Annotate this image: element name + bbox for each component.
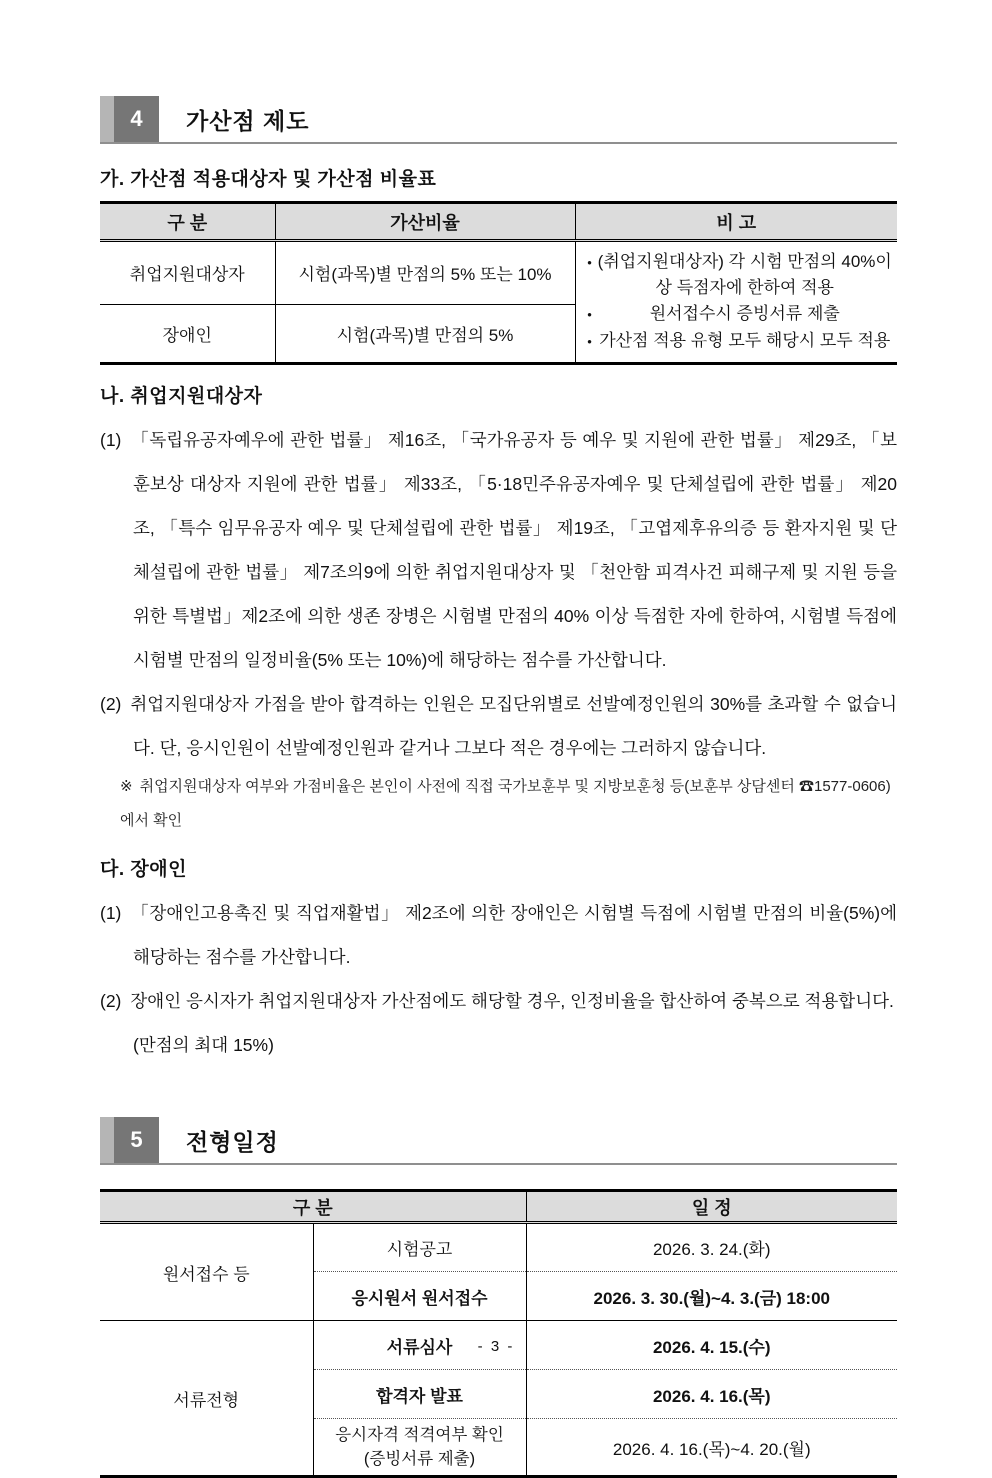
subsection-c: [100, 854, 897, 1067]
remark-item: • 원서접수시 증빙서류 제출: [583, 301, 894, 328]
table-header-row: [100, 1191, 897, 1223]
table-row: [100, 241, 897, 305]
badge-accent-strip: [100, 96, 114, 142]
cell-step: 응시원서 원서접수: [313, 1272, 526, 1321]
bullet-icon: •: [587, 334, 592, 349]
bullet-icon: •: [587, 255, 592, 270]
remark-item: • (취업지원대상자) 각 시험 만점의 40%이상 득점자에 한하여 적용: [583, 249, 894, 301]
section-title: 가산점 제도: [186, 107, 310, 134]
col-header-remarks: 비 고: [575, 203, 897, 241]
section-title: 전형일정: [186, 1128, 279, 1155]
section-number: 5: [114, 1117, 159, 1163]
section-5-header: [100, 1117, 897, 1165]
col-header-category: 구 분: [100, 1191, 526, 1223]
bonus-ratio-table: [100, 201, 897, 365]
paragraph: (1) 「독립유공자예우에 관한 법률」 제16조, 「국가유공자 등 예우 및 지원에 관한 법률」 제29조, 「보훈보상 대상자 지원에 관한 법률」 제33조, 「5·18민주유공자예우 및 단체설립에 관한 법률」 제20조, 「특수 임무유공자 예우 및 단체설립에 관한 법률」 제19조, 「고엽제후유의증 등 환자지원 및 단체설립에 관한 법률」 제7조의9에 의한 취업지원대상자 및 「천안함 피격사건 피해구제 및 지원 등을 위한 특별법」제2조에 의한 생존 장병은 시험별 만점의 40% 이상 득점한 자에 한하여, 시험별 득점에 시험별 만점의 일정비율(5% 또는 10%)에 해당하는 점수를 가산합니다.: [100, 430, 897, 670]
cell-group: 서류전형: [100, 1321, 313, 1477]
cell-step: 서류심사: [313, 1321, 526, 1370]
section-4-header: [100, 96, 897, 144]
paragraph-continuation: (만점의 최대 15%): [133, 1035, 274, 1055]
list-marker: (2): [100, 694, 122, 714]
section-number-badge: [100, 96, 159, 142]
cell-step: 합격자 발표: [313, 1370, 526, 1419]
section-bonus-point-system: [100, 96, 897, 1067]
col-header-category: 구 분: [100, 203, 275, 241]
section-number-badge: [100, 1117, 159, 1163]
badge-accent-strip: [100, 1117, 114, 1163]
section-number: 4: [114, 96, 159, 142]
cell-date: 2026. 4. 16.(목): [526, 1370, 897, 1419]
list-marker: (2): [100, 991, 122, 1011]
list-marker: (1): [100, 903, 122, 923]
subsection-b: [100, 381, 897, 838]
schedule-table: [100, 1189, 897, 1478]
cell-step: 시험공고: [313, 1223, 526, 1272]
cell-ratio: 시험(과목)별 만점의 5%: [275, 304, 575, 363]
section-schedule: [100, 1117, 897, 1478]
page-number: - 3 -: [477, 1338, 515, 1355]
subsection-b-heading: 나. 취업지원대상자: [100, 386, 263, 407]
subsection-c-heading: 다. 장애인: [100, 859, 187, 880]
cell-date: 2026. 3. 30.(월)~4. 3.(금) 18:00: [526, 1272, 897, 1321]
cell-ratio: 시험(과목)별 만점의 5% 또는 10%: [275, 241, 575, 305]
cell-category: 장애인: [100, 304, 275, 363]
bullet-icon: •: [587, 307, 592, 322]
note-marker: ※: [120, 778, 133, 795]
paragraph: (1) 「장애인고용촉진 및 직업재활법」 제2조에 의한 장애인은 시험별 득점에 시험별 만점의 비율(5%)에 해당하는 점수를 가산합니다.: [100, 903, 897, 967]
paragraph: (2) 장애인 응시자가 취업지원대상자 가산점에도 해당할 경우, 인정비율을 합산하여 중복으로 적용합니다.: [100, 991, 894, 1011]
col-header-date: 일 정: [526, 1191, 897, 1223]
cell-category: 취업지원대상자: [129, 265, 245, 285]
col-header-ratio: 가산비율: [275, 203, 575, 241]
table-row: [100, 1223, 897, 1272]
reference-note: ※ 취업지원대상자 여부와 가점비율은 본인이 사전에 직접 국가보훈부 및 지방보훈청 등(보훈부 상담센터 ☎1577-0606)에서 확인: [120, 778, 891, 829]
subsection-a-heading: 가. 가산점 적용대상자 및 가산점 비율표: [100, 169, 437, 190]
paragraph: (2) 취업지원대상자 가점을 받아 합격하는 인원은 모집단위별로 선발예정인원의 30%를 초과할 수 없습니다. 단, 응시인원이 선발예정인원과 같거나 그보다 적은 경우에는 그러하지 않습니다.: [100, 694, 897, 758]
cell-date: 2026. 4. 15.(수): [526, 1321, 897, 1370]
cell-date: 2026. 4. 16.(목)~4. 20.(월): [526, 1419, 897, 1477]
cell-group: 원서접수 등: [162, 1264, 250, 1284]
cell-step: 응시자격 적격여부 확인 (증빙서류 제출): [313, 1419, 526, 1477]
cell-date: 2026. 3. 24.(화): [526, 1223, 897, 1272]
remark-item: • 가산점 적용 유형 모두 해당시 모두 적용: [583, 328, 894, 355]
table-header-row: [100, 203, 897, 241]
list-marker: (1): [100, 430, 122, 450]
cell-remarks: [575, 241, 897, 364]
